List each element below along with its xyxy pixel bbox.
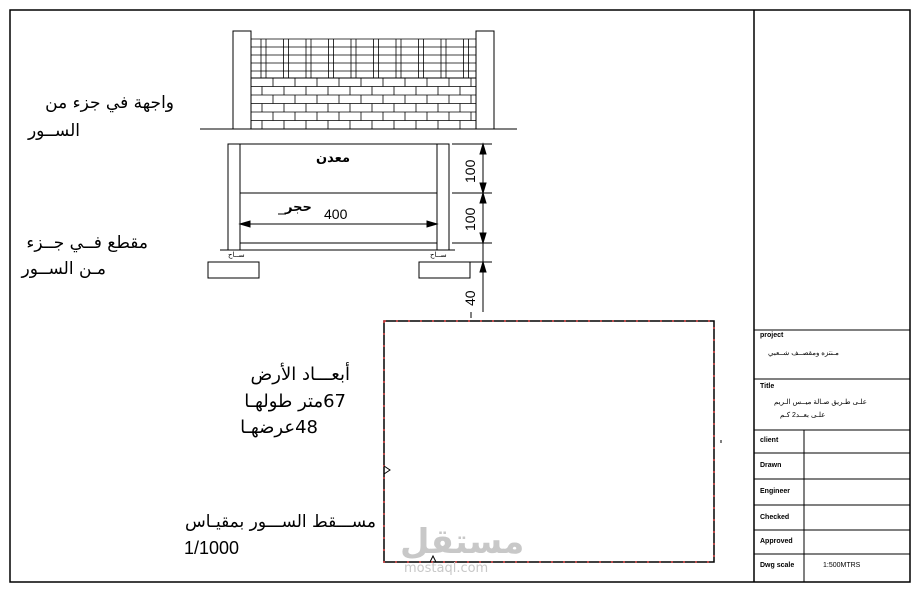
height-dimension-1: 100 [462,159,478,183]
footing-label-left: ســاح [228,251,245,259]
checked-label: Checked [760,514,790,521]
section-label-line2: مـن الســور [21,259,106,279]
footing-label-right: ســاح [430,251,447,259]
land-width: 48عرضهـا [240,417,318,438]
width-dimension: 400 [324,206,348,222]
title-value-line2: علـى بعــد2 كـم [780,412,826,419]
watermark-logo: مستقل [400,522,525,562]
watermark-url: mostaql.com [404,561,489,576]
land-title: أبعـــاد الأرض [250,364,350,385]
left-footing [208,262,259,278]
plan-title: مســـقط الســـور بمقيـاس [185,512,376,532]
client-label: client [760,437,779,444]
project-label: project [760,332,784,339]
height-dimension-3: 40 [462,290,478,306]
fence-elevation [200,31,517,129]
elevation-label-line2: الســور [27,121,80,141]
height-dimension-2: 100 [462,207,478,231]
elevation-label-line1: واجهة في جزء من [45,93,174,113]
plan-gate [384,466,390,474]
engineer-label: Engineer [760,488,790,495]
right-footing [419,262,470,278]
material-metal-label: معدن [316,151,350,166]
project-value: مـنتزه ومقصــف شــعبي [768,350,839,357]
plan-scale: 1/1000 [184,538,240,558]
approved-label: Approved [760,538,793,545]
drawn-label: Drawn [760,462,782,469]
title-label: Title [760,383,775,390]
metal-grille [251,39,476,78]
material-stone-label: حجر [285,200,312,215]
right-pillar [476,31,494,129]
left-pillar [233,31,251,129]
section-label-line1: مقطع فــي جــزء [26,233,148,253]
fence-section [208,144,492,312]
title-value-line1: علـى طـريق صـالة ميــس الـريم [774,399,867,406]
dwg-scale-value: 1:500MTRS [823,562,861,569]
dwg-scale-label: Dwg scale [760,562,795,569]
land-length: 67متر طولهـا [244,391,346,412]
brick-courses [251,78,476,129]
